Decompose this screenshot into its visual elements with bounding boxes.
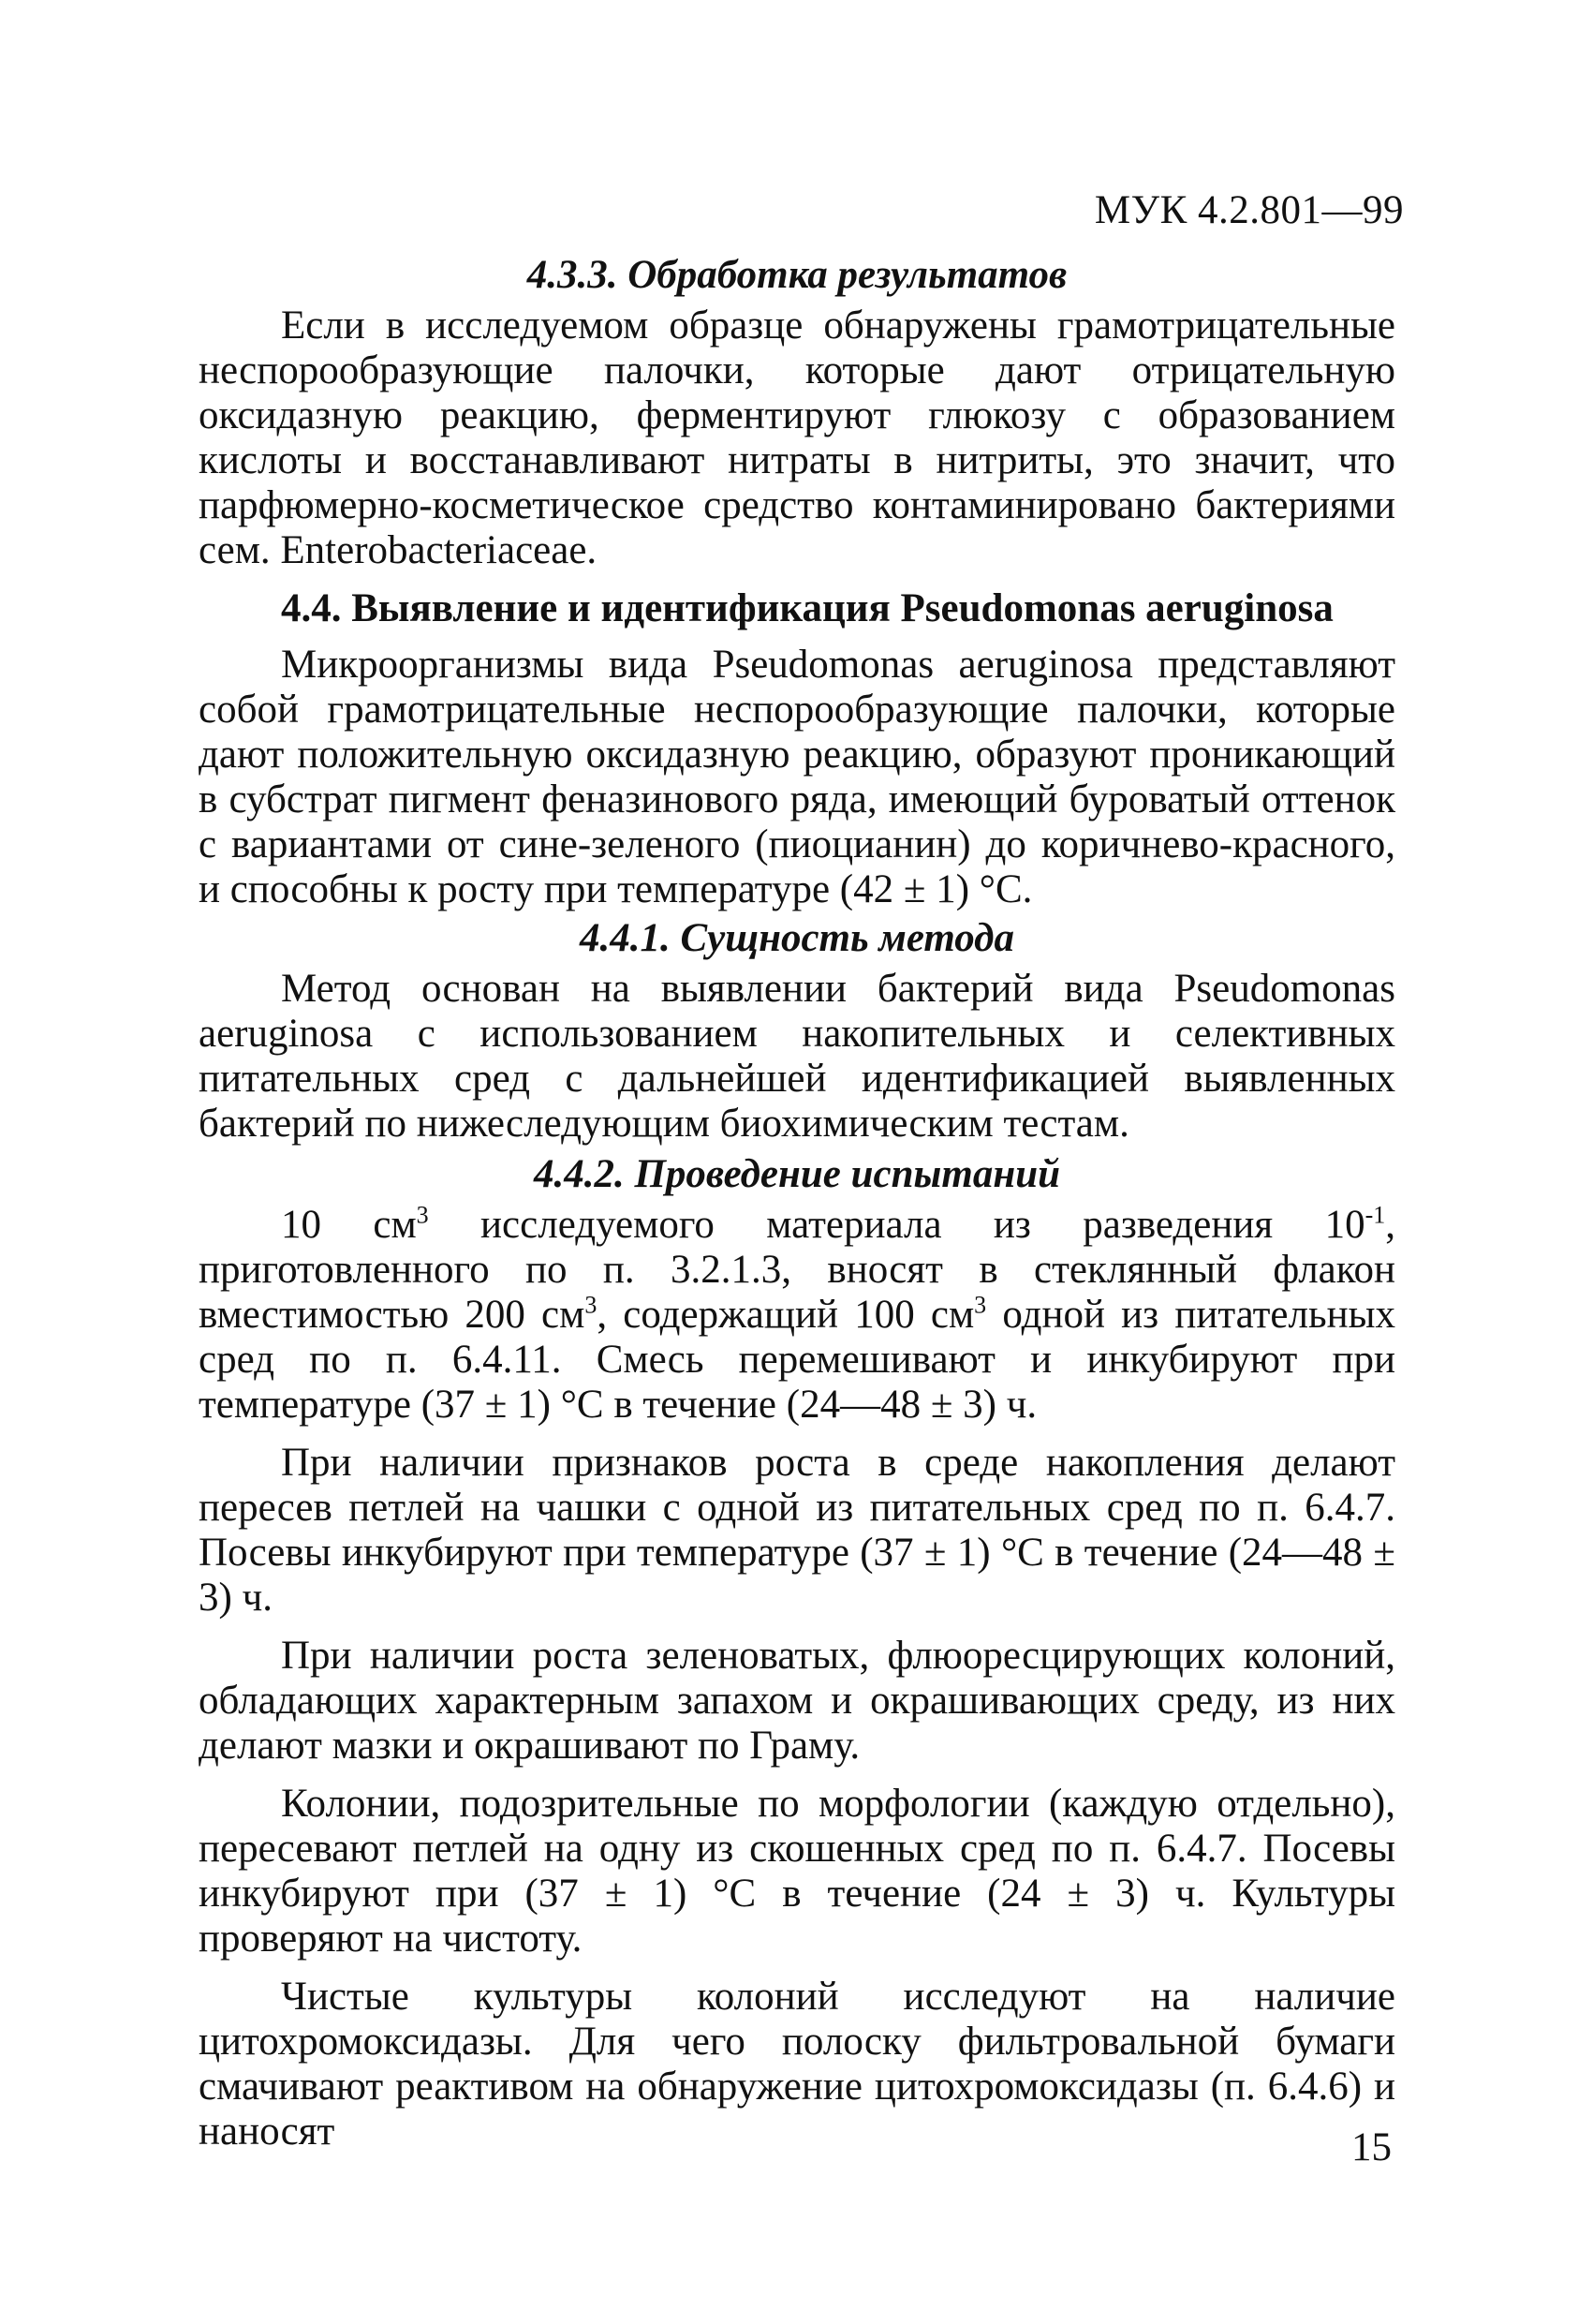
section-4-4-2-title: 4.4.2. Проведение испытаний [533, 1152, 1061, 1196]
document-code: МУК 4.2.801—99 [1094, 188, 1404, 232]
p1-text-4: , содержащий 100 см [597, 1293, 975, 1337]
p1-text-3: , приготовленного по п. 3.2.1.3, вносят в стеклянный флакон вместимостью 200 см [199, 1203, 1395, 1337]
p1-sup-3: 3 [584, 1291, 597, 1319]
section-4-4-2-paragraph-3: При наличии роста зеленоватых, флюоресцирующих колоний, обладающих характерным запахом и окрашивающих среду, из них делают мазки и окрашивают по Граму. [199, 1634, 1395, 1768]
section-4-4-2-paragraph-4: Колонии, подозрительные по морфологии (каждую отдельно), пересевают петлей на одну из скошенных сред по п. 6.4.7. Посевы инкубируют при (37 ± 1) °С в течение (24 ± 3) ч. Культуры проверяют на чистоту. [199, 1782, 1395, 1961]
section-4-4-1-paragraph: Метод основан на выявлении бактерий вида Pseudomonas aeruginosa с использованием накопительных и селективных питательных сред с дальнейшей идентификацией выявленных бактерий по нижеследующим биохимическим тестам. [199, 967, 1395, 1146]
p1-text-2: исследуемого материала из разведения 10 [428, 1203, 1365, 1247]
section-4-4-paragraph: Микроорганизмы вида Pseudomonas aeruginosa представляют собой грамотрицательные неспорообразующие палочки, которые дают положительную оксидазную реакцию, образуют проникающий в субстрат пигмент феназинового ряда, имеющий буроватый оттенок с вариантами от сине-зеленого (пиоцианин) до коричнево-красного, и способны к росту при температуре (42 ± 1) °С. [199, 643, 1395, 911]
section-4-4-2-paragraph-2: При наличии признаков роста в среде накопления делают пересев петлей на чашки с одной из питательных сред по п. 6.4.7. Посевы инкубируют при температуре (37 ± 1) °С в течение (24—48 ± 3) ч. [199, 1441, 1395, 1620]
p1-sup-2: -1 [1364, 1201, 1386, 1229]
page-number: 15 [1351, 2125, 1392, 2169]
section-4-3-3-paragraph: Если в исследуемом образце обнаружены грамотрицательные неспорообразующие палочки, которые дают отрицательную оксидазную реакцию, ферментируют глюкозу с образованием кислоты и восстанавливают нитраты в нитриты, это значит, что парфюмерно-косметическое средство контаминировано бактериями сем. Enterobacteriaceae. [199, 303, 1395, 572]
p1-text-1: 10 см [281, 1203, 417, 1247]
section-4-4-1-title: 4.4.1. Сущность метода [579, 916, 1014, 960]
section-4-4-title: 4.4. Выявление и идентификация Pseudomonas aeruginosa [281, 586, 1334, 630]
p1-text-5: одной из питательных сред по п. 6.4.11. Смесь перемешивают и инкубируют при температуре (37 ± 1) °С в течение (24—48 ± 3) ч. [199, 1293, 1395, 1427]
section-4-4-2-paragraph-5: Чистые культуры колоний исследуют на наличие цитохромоксидазы. Для чего полоску фильтровальной бумаги смачивают реактивом на обнаружение цитохромоксидазы (п. 6.4.6) и наносят [199, 1975, 1395, 2154]
page-body [199, 253, 1395, 2154]
p1-sup-1: 3 [416, 1201, 429, 1229]
section-4-3-3-title: 4.3.3. Обработка результатов [526, 253, 1068, 297]
p1-sup-4: 3 [974, 1291, 987, 1319]
section-4-4-2-paragraph-1 [199, 1203, 1395, 1428]
